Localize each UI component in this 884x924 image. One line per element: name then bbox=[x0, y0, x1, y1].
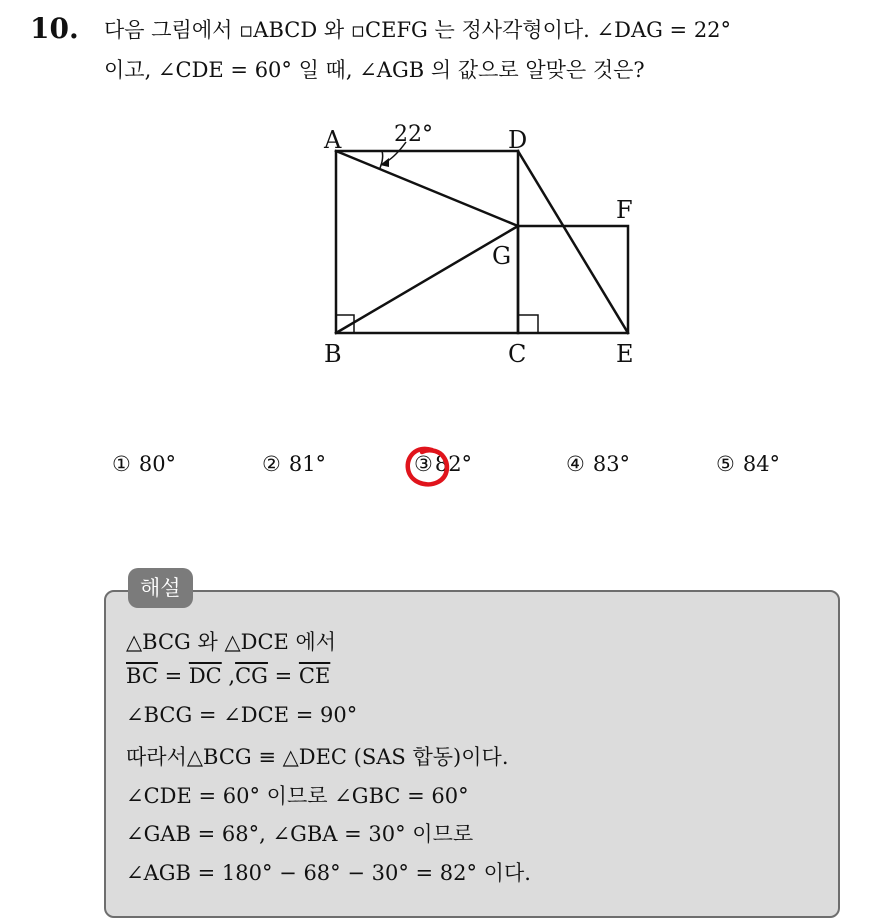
right-angle-mark-c bbox=[518, 315, 538, 333]
solution-line-3: ∠BCG = ∠DCE = 90° bbox=[126, 703, 358, 727]
choice-4-number: ④ bbox=[566, 452, 585, 476]
segment-dc: $\overline{DC}$ bbox=[188, 664, 222, 688]
choice-2-number: ② bbox=[262, 452, 281, 476]
choice-3[interactable] bbox=[414, 452, 472, 476]
choice-5-value: 84° bbox=[742, 452, 781, 476]
segment-ag bbox=[336, 151, 518, 226]
equals-1: = bbox=[157, 664, 189, 688]
answer-choices bbox=[112, 452, 812, 486]
choice-1[interactable] bbox=[112, 452, 176, 476]
choice-1-value: 80° bbox=[138, 452, 177, 476]
question-text-line-2: 이고, ∠CDE = 60° 일 때, ∠AGB 의 값으로 알맞은 것은? bbox=[104, 58, 645, 82]
segment-cg: $\overline{CG}$ bbox=[235, 664, 268, 688]
angle-label: 22° bbox=[394, 122, 433, 147]
choice-5-number: ⑤ bbox=[716, 452, 735, 476]
segment-bc: $\overline{BC}$ bbox=[126, 664, 158, 688]
solution-line-1: △BCG 와 △DCE 에서 bbox=[126, 630, 337, 654]
question-text-line-1: 다음 그림에서 ▫ABCD 와 ▫CEFG 는 정사각형이다. ∠DAG = 22° bbox=[104, 18, 732, 42]
answer-circle-mark bbox=[402, 442, 456, 492]
solution-line-4: 따라서△BCG ≡ △DEC (SAS 합동)이다. bbox=[126, 745, 509, 769]
solution-line-2 bbox=[126, 664, 330, 688]
choice-3-number: ③ bbox=[414, 452, 433, 476]
label-b: B bbox=[324, 340, 342, 368]
choice-4[interactable] bbox=[566, 452, 630, 476]
choice-2[interactable] bbox=[262, 452, 326, 476]
equals-2: = bbox=[267, 664, 299, 688]
solution-line-7: ∠AGB = 180° − 68° − 30° = 82° 이다. bbox=[126, 861, 531, 885]
segment-de bbox=[518, 151, 628, 333]
choice-3-value: 82° bbox=[434, 452, 473, 476]
solution-line-6: ∠GAB = 68°, ∠GBA = 30° 이므로 bbox=[126, 822, 474, 846]
choice-2-value: 81° bbox=[288, 452, 327, 476]
geometry-figure bbox=[300, 108, 660, 378]
label-d: D bbox=[508, 126, 528, 154]
separator: , bbox=[221, 664, 236, 688]
solution-line-5: ∠CDE = 60° 이므로 ∠GBC = 60° bbox=[126, 784, 469, 808]
label-f: F bbox=[616, 196, 633, 224]
label-g: G bbox=[492, 242, 512, 270]
label-a: A bbox=[324, 126, 342, 154]
choice-5[interactable] bbox=[716, 452, 780, 476]
solution-tag: 해설 bbox=[128, 568, 193, 608]
label-e: E bbox=[616, 340, 634, 368]
choice-4-value: 83° bbox=[592, 452, 631, 476]
label-c: C bbox=[508, 340, 527, 368]
choice-1-number: ① bbox=[112, 452, 131, 476]
segment-ce: $\overline{CE}$ bbox=[298, 664, 331, 688]
segment-bg bbox=[336, 226, 518, 333]
question-number: 10. bbox=[30, 12, 79, 45]
